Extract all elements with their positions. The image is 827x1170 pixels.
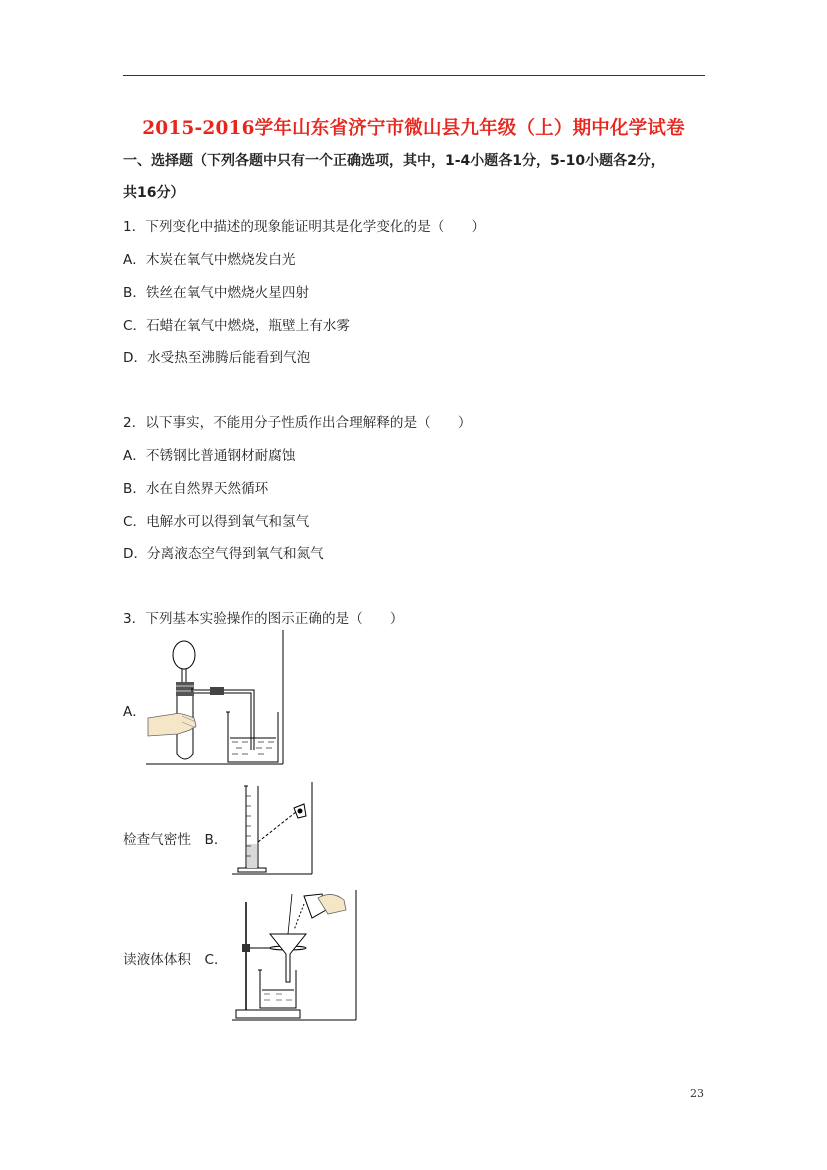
q3-figure-c xyxy=(232,890,360,1022)
q2-option-d: D．分离液态空气得到氧气和氮气 xyxy=(123,546,324,562)
page-number: 23 xyxy=(690,1087,704,1100)
q2-option-c: C．电解水可以得到氧气和氢气 xyxy=(123,514,310,530)
q2-option-b: B．水在自然界天然循环 xyxy=(123,481,269,497)
q3-figure-b xyxy=(232,782,314,876)
q3-label-a: A． xyxy=(123,704,146,720)
q1-stem: 1．下列变化中描述的现象能证明其是化学变化的是（ ） xyxy=(123,219,486,235)
q3-figure-a xyxy=(146,630,286,766)
section-heading-line1: 一、选择题（下列各题中只有一个正确选项，其中，1-4小题各1分，5-10小题各2分， xyxy=(123,153,665,169)
q1-option-b: B．铁丝在氧气中燃烧火星四射 xyxy=(123,285,310,301)
q2-stem: 2．以下事实，不能用分子性质作出合理解释的是（ ） xyxy=(123,415,472,431)
q2-option-a: A．不锈钢比普通钢材耐腐蚀 xyxy=(123,448,296,464)
page-title: 2015-2016学年山东省济宁市微山县九年级（上）期中化学试卷 xyxy=(142,118,685,139)
q1-option-a: A．木炭在氧气中燃烧发白光 xyxy=(123,252,296,268)
q3-label-b: 检查气密性 B． xyxy=(123,832,228,848)
header-rule xyxy=(123,75,705,76)
q3-stem: 3．下列基本实验操作的图示正确的是（ ） xyxy=(123,611,404,627)
section-heading-line2: 共16分） xyxy=(123,185,185,201)
q1-option-c: C．石蜡在氧气中燃烧，瓶壁上有水雾 xyxy=(123,318,350,334)
q3-label-c: 读液体体积 C． xyxy=(123,952,228,968)
q1-option-d: D．水受热至沸腾后能看到气泡 xyxy=(123,350,311,366)
